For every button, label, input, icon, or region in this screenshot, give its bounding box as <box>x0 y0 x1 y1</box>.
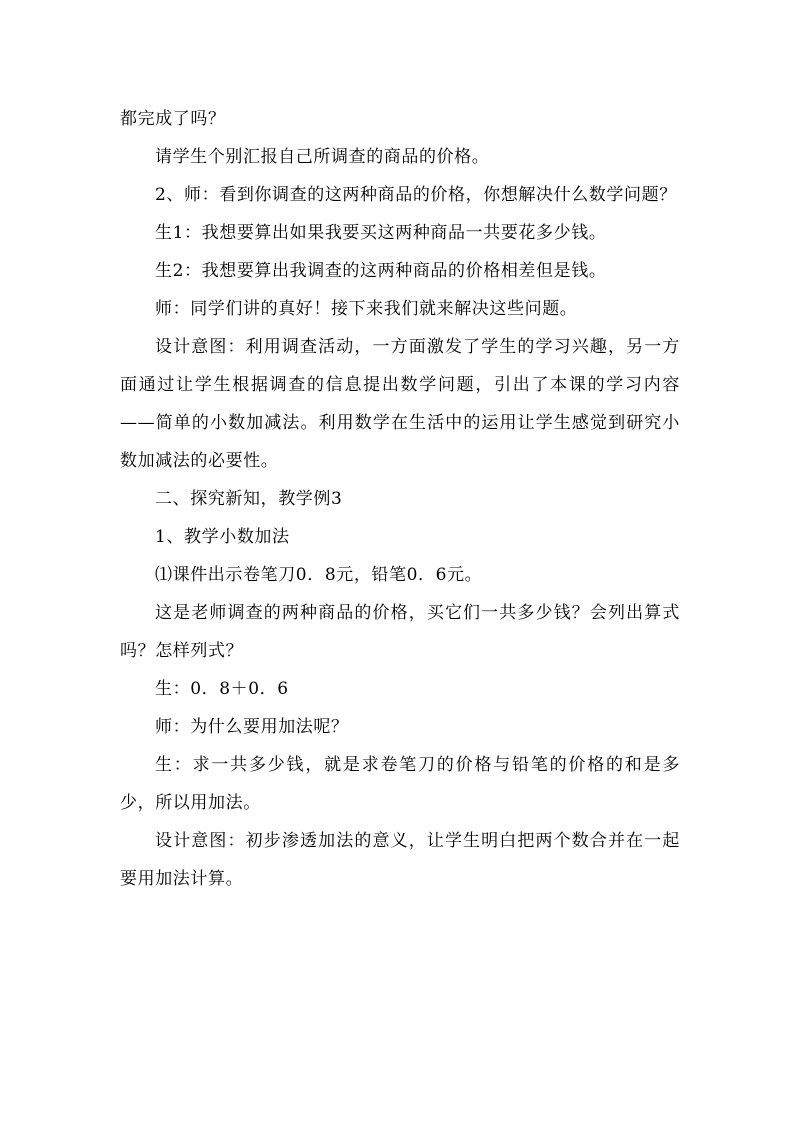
paragraph-student1: 生1：我想要算出如果我要买这两种商品一共要花多少钱。 <box>155 223 607 243</box>
document-body <box>120 100 680 898</box>
paragraph-student-equation: 生：0．8＋0．6 <box>155 679 289 699</box>
paragraph-design-intent-1: 设计意图：利用调查活动，一方面激发了学生的学习兴趣，另一方面通过让学生根据调查的信息提出数学问题，引出了本课的学习内容——简单的小数加减法。利用数学在生活中的运用让学生感觉到研究小数加减法的必要性。 <box>120 337 680 471</box>
paragraph-courseware: ⑴课件出示卷笔刀0．8元，铅笔0．6元。 <box>155 565 483 585</box>
paragraph-student-answer: 生：求一共多少钱，就是求卷笔刀的价格与铅笔的价格的和是多少，所以用加法。 <box>120 755 680 813</box>
paragraph-teacher-praise: 师：同学们讲的真好！接下来我们就来解决这些问题。 <box>155 299 578 319</box>
paragraph-report-prices: 请学生个别汇报自己所调查的商品的价格。 <box>155 147 490 167</box>
paragraph-teacher-question: 2、师：看到你调查的这两种商品的价格，你想解决什么数学问题？ <box>155 185 677 205</box>
paragraph-design-intent-2: 设计意图：初步渗透加法的意义，让学生明白把两个数合并在一起要用加法计算。 <box>120 831 680 889</box>
paragraph-student2: 生2：我想要算出我调查的这两种商品的价格相差但是钱。 <box>155 261 607 281</box>
paragraph-continuation: 都完成了吗？ <box>120 109 226 129</box>
section-heading-explore: 二、探究新知，教学例3 <box>155 489 343 509</box>
paragraph-teacher-why: 师：为什么要用加法呢？ <box>155 717 349 737</box>
paragraph-teacher-prices: 这是老师调查的两种商品的价格，买它们一共多少钱？会列出算式吗？怎样列式？ <box>120 603 680 661</box>
subsection-heading-addition: 1、教学小数加法 <box>155 527 290 547</box>
